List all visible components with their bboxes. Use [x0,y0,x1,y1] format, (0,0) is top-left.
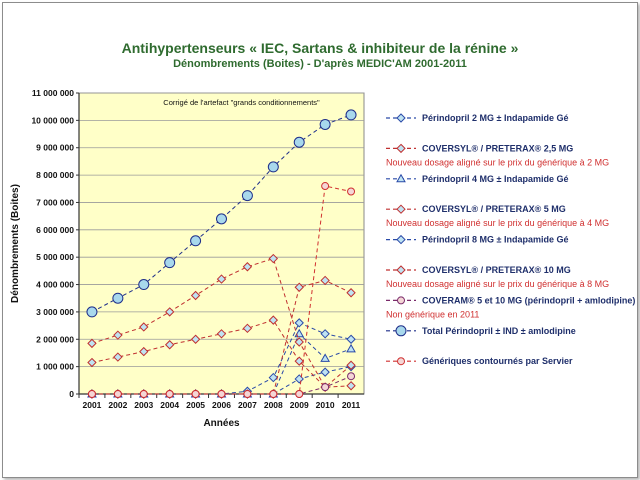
data-point [348,373,355,380]
legend-item-9 [386,356,573,366]
chart-title: Antihypertenseurs « IEC, Sartans & inhibiteur de la rénine » [121,40,519,56]
legend-swatch-marker [397,144,405,152]
data-point [244,391,251,398]
y-tick-label: 4 000 000 [36,279,74,290]
y-axis-title: Dénombrements (Boites) [10,184,21,303]
data-point [114,391,121,398]
chart-annotation: Corrigé de l'artefact "grands conditionnements" [163,98,320,107]
legend-swatch-marker [396,326,406,336]
data-point [88,391,95,398]
data-point [217,214,227,224]
data-point [191,236,201,246]
legend-label: COVERAM® 5 et 10 MG (périndopril + amlodipine) [422,295,636,306]
legend-item-1 [386,113,568,123]
x-tick-label: 2011 [341,400,361,410]
legend-note: Non générique en 2011 [386,309,480,320]
data-point [242,191,252,201]
legend-label: COVERSYL® / PRETERAX® 2,5 MG [422,143,574,154]
y-tick-label: 6 000 000 [36,224,74,235]
x-tick-label: 2007 [237,400,257,410]
data-point [348,188,355,195]
data-point [322,183,329,190]
legend-item-5 [386,235,568,245]
legend-item-2 [386,143,609,167]
data-point [268,162,278,172]
data-point [322,384,329,391]
plot-area [79,93,364,394]
x-tick-label: 2003 [134,400,154,410]
x-tick-label: 2006 [212,400,231,410]
legend-label: Périndopril 8 MG ± Indapamide Gé [422,234,569,245]
data-point [166,391,173,398]
legend-swatch-marker [398,297,405,304]
legend-item-7 [386,295,635,319]
data-point [139,280,149,290]
y-tick-label: 0 [69,389,74,399]
data-point [192,391,199,398]
legend-item-8 [386,326,576,336]
y-tick-label: 1 000 000 [36,361,74,372]
legend-note: Nouveau dosage aligné sur le prix du générique à 8 MG [386,279,610,289]
y-tick-label: 8 000 000 [36,170,74,181]
x-tick-label: 2008 [263,400,283,410]
x-tick-label: 2001 [82,400,102,410]
data-point [320,119,330,129]
legend-item-3 [386,174,568,184]
y-tick-label: 10 000 000 [31,115,74,126]
y-tick-label: 9 000 000 [36,142,74,153]
data-point [140,391,147,398]
y-tick-label: 7 000 000 [36,197,74,208]
data-point [113,293,123,303]
y-tick-label: 11 000 000 [31,88,74,98]
x-tick-label: 2005 [186,400,206,410]
data-point [87,307,97,317]
data-point [270,391,277,398]
x-tick-label: 2004 [160,400,180,410]
legend-item-4 [386,204,609,228]
data-point [165,258,175,268]
legend-label: COVERSYL® / PRETERAX® 5 MG [422,204,566,215]
legend-note: Nouveau dosage aligné sur le prix du générique à 4 MG [386,218,610,229]
legend-label: Total Périndopril ± IND ± amlodipine [422,325,576,336]
y-tick-label: 5 000 000 [36,252,74,263]
data-point [346,110,356,120]
x-axis-title: Années [203,418,240,429]
legend-label: Périndopril 4 MG ± Indapamide Gé [422,173,569,184]
legend-label: Périndopril 2 MG ± Indapamide Gé [422,113,569,123]
legend-swatch-marker [397,266,405,274]
legend-swatch-marker [397,236,405,244]
x-tick-label: 2010 [315,400,335,410]
legend-label: COVERSYL® / PRETERAX® 10 MG [422,265,571,275]
data-point [294,137,304,147]
chart-subtitle: Dénombrements (Boites) - D'après MEDIC'AM 2001-2011 [173,58,467,70]
x-tick-label: 2009 [289,400,309,410]
y-tick-label: 3 000 000 [36,306,74,317]
legend-item-6 [386,265,609,289]
legend-swatch-marker [398,358,405,365]
x-tick-label: 2002 [108,400,128,410]
legend-note: Nouveau dosage aligné sur le prix du générique à 2 MG [386,157,610,168]
y-tick-label: 2 000 000 [36,334,74,345]
legend-swatch-marker [397,114,405,122]
legend-label: Génériques contournés par Servier [422,356,573,367]
data-point [296,391,303,398]
legend-swatch-marker [397,205,405,213]
data-point [218,391,225,398]
